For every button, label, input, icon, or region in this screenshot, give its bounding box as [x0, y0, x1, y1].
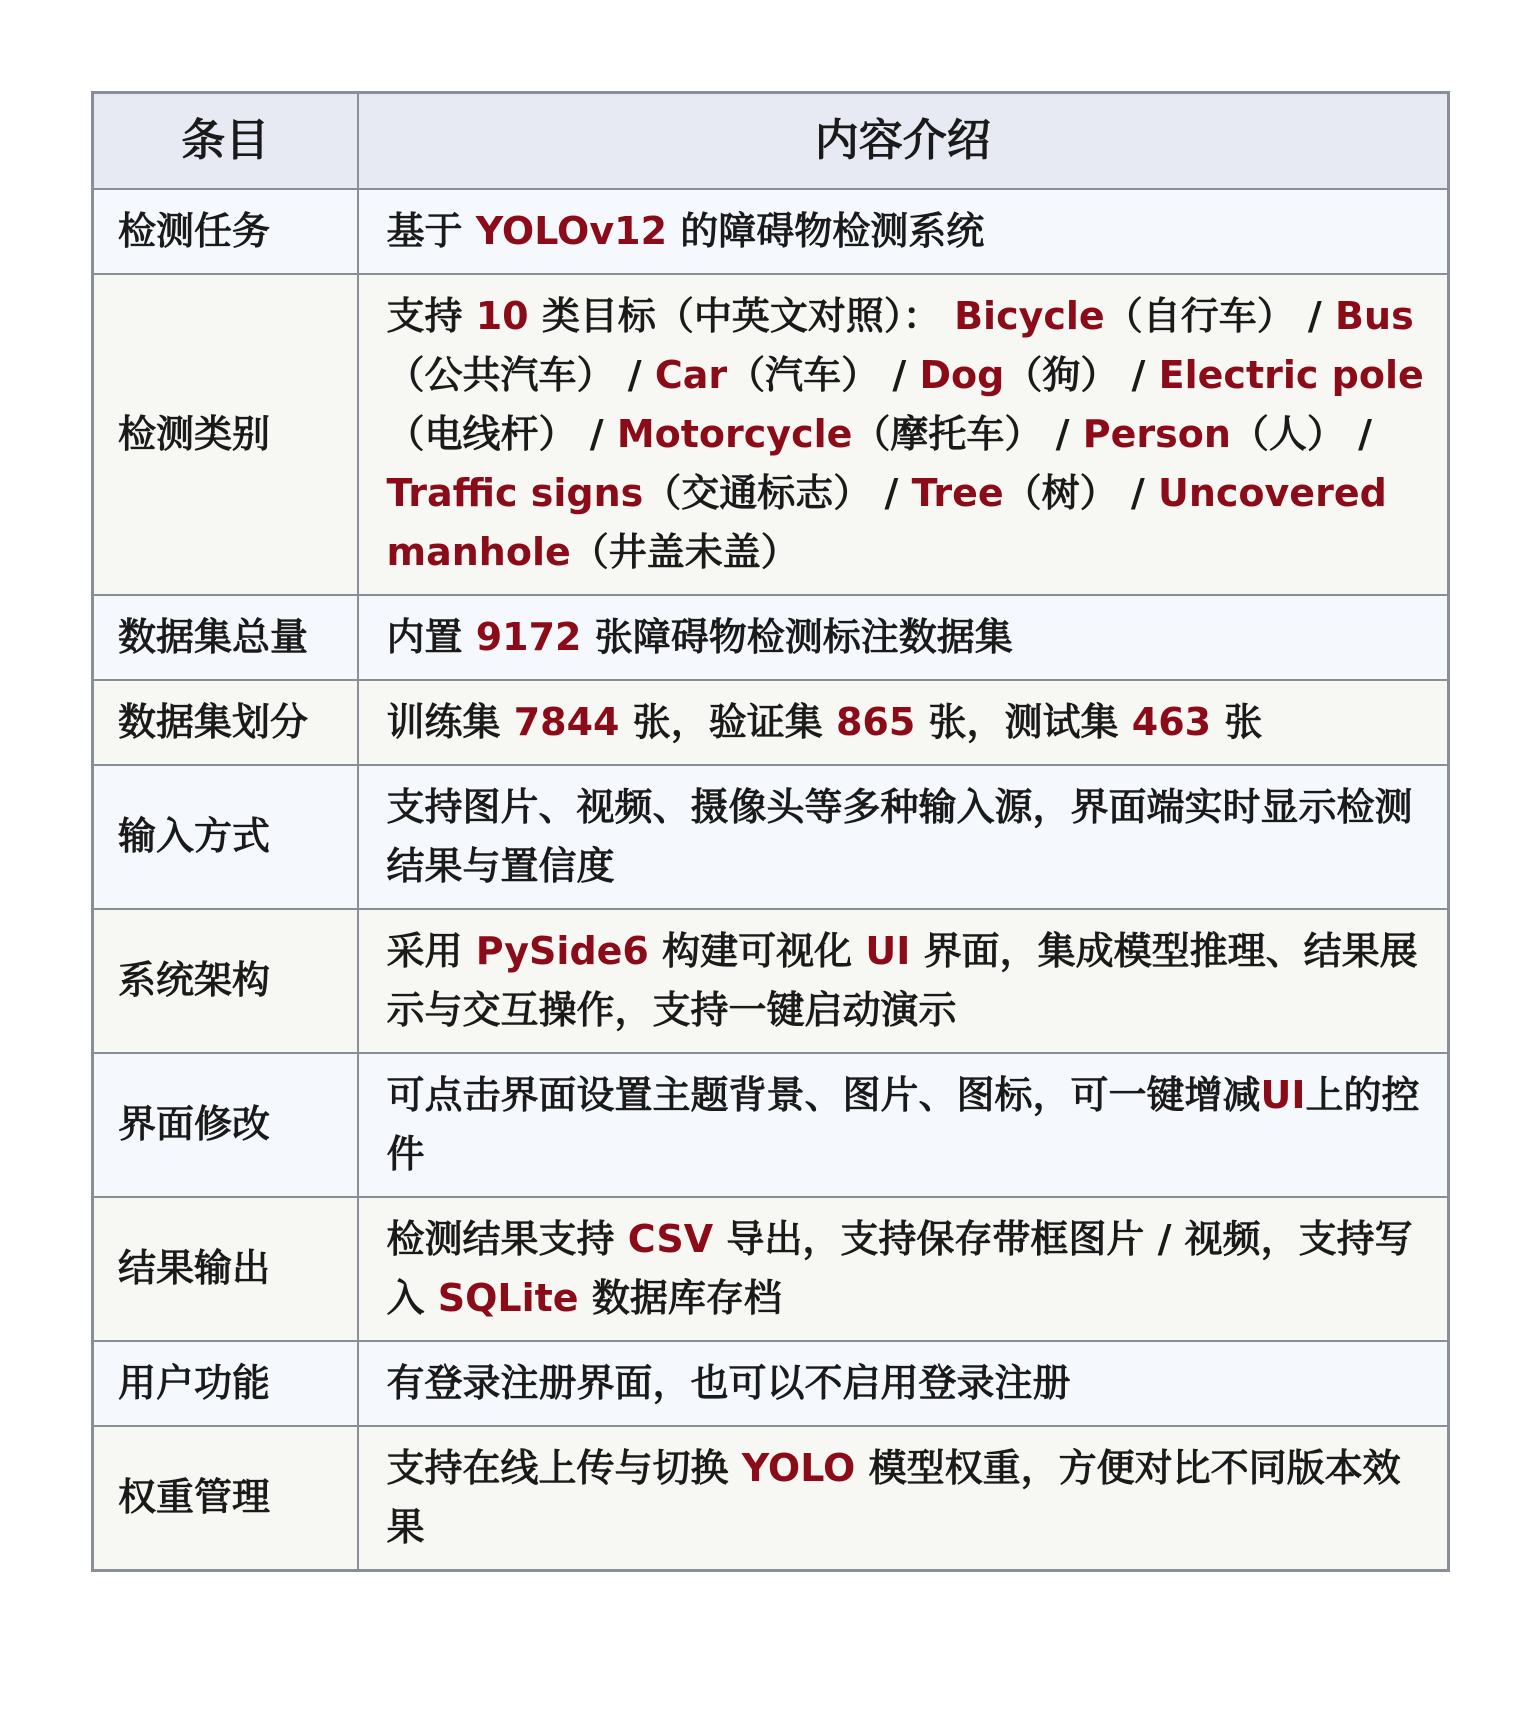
highlight-text: 865 [835, 699, 916, 744]
content-text: 检测结果支持 [386, 1216, 628, 1261]
table-row [93, 1341, 1449, 1426]
content-text: （人） / [1230, 411, 1372, 456]
content-text: （井盖未盖） [570, 529, 799, 574]
header-description: 内容介绍 [358, 93, 1449, 189]
row-content [358, 680, 1449, 765]
content-text: （摩托车） / [852, 411, 1083, 456]
header-row [93, 93, 1449, 189]
highlight-text: UI [1260, 1072, 1306, 1117]
content-text: 基于 [386, 208, 476, 253]
table-body [93, 189, 1449, 1571]
content-text: 内置 [386, 614, 476, 659]
content-text: （汽车） / [727, 352, 920, 397]
content-text: 构建可视化 [648, 928, 866, 973]
highlight-text: Motorcycle [616, 411, 853, 456]
content-text: 可点击界面设置主题背景、图片、图标，可一键增减 [386, 1072, 1261, 1117]
content-text: 有登录注册界面，也可以不启用登录注册 [386, 1360, 1071, 1405]
table-row [93, 274, 1449, 595]
highlight-text: 463 [1131, 699, 1212, 744]
row-label: 数据集总量 [93, 595, 358, 680]
row-content [358, 274, 1449, 595]
highlight-text: Electric pole [1158, 352, 1424, 397]
row-label: 数据集划分 [93, 680, 358, 765]
row-content [358, 765, 1449, 909]
row-content [358, 1053, 1449, 1197]
content-text: 数据库存档 [578, 1275, 782, 1320]
content-text: 的障碍物检测系统 [667, 208, 985, 253]
content-text: （交通标志） / [643, 470, 912, 515]
content-text: 模型权重，方便对比不同版本效果 [386, 1445, 1401, 1549]
content-text: 支持图片、视频、摄像头等多种输入源，界面端实时显示检测结果与置信度 [386, 784, 1413, 888]
content-text: 支持 [386, 293, 476, 338]
content-text: （电线杆） / [386, 411, 617, 456]
content-text: 张障碍物检测标注数据集 [581, 614, 1013, 659]
content-text: 界面，集成模型推理、结果展示与交互操作，支持一键启动演示 [386, 928, 1418, 1032]
content-text: 支持在线上传与切换 [386, 1445, 742, 1490]
highlight-text: 9172 [475, 614, 582, 659]
table-row [93, 189, 1449, 274]
table-row [93, 909, 1449, 1053]
highlight-text: YOLO [741, 1445, 856, 1490]
row-label: 检测类别 [93, 274, 358, 595]
content-text: 张，验证集 [619, 699, 836, 744]
table-row [93, 1053, 1449, 1197]
content-text: （公共汽车） / [386, 352, 655, 397]
highlight-text: PySide6 [475, 928, 649, 973]
row-label: 界面修改 [93, 1053, 358, 1197]
highlight-text: Person [1082, 411, 1231, 456]
content-text: 上的控件 [386, 1072, 1420, 1176]
highlight-text: Tree [911, 470, 1004, 515]
highlight-text: Uncovered manhole [386, 470, 1387, 574]
highlight-text: 7844 [513, 699, 620, 744]
row-label: 系统架构 [93, 909, 358, 1053]
highlight-text: SQLite [437, 1275, 579, 1320]
content-text: 导出，支持保存带框图片 / 视频，支持写入 [386, 1216, 1413, 1320]
content-text: 训练集 [386, 699, 514, 744]
row-content [358, 909, 1449, 1053]
row-label: 输入方式 [93, 765, 358, 909]
row-content [358, 1197, 1449, 1341]
highlight-text: Dog [919, 352, 1005, 397]
table-row [93, 680, 1449, 765]
content-text: 采用 [386, 928, 476, 973]
row-label: 检测任务 [93, 189, 358, 274]
content-text: 张 [1211, 699, 1263, 744]
content-text: （自行车） / [1104, 293, 1336, 338]
table-row [93, 595, 1449, 680]
highlight-text: Car [654, 352, 728, 397]
content-text: 张，测试集 [915, 699, 1132, 744]
table-row [93, 1426, 1449, 1571]
highlight-text: Bicycle [954, 293, 1105, 338]
header-item: 条目 [93, 93, 358, 189]
row-label: 用户功能 [93, 1341, 358, 1426]
row-content [358, 189, 1449, 274]
highlight-text: Traffic signs [386, 470, 644, 515]
row-content [358, 1426, 1449, 1571]
row-content [358, 595, 1449, 680]
highlight-text: 10 [475, 293, 529, 338]
table-row [93, 1197, 1449, 1341]
highlight-text: UI [865, 928, 911, 973]
row-content [358, 1341, 1449, 1426]
row-label: 结果输出 [93, 1197, 358, 1341]
table-row [93, 765, 1449, 909]
content-text: 类目标（中英文对照）： [528, 293, 955, 338]
content-text: （狗） / [1004, 352, 1159, 397]
info-table [91, 91, 1450, 1572]
content-text: （树） / [1003, 470, 1158, 515]
highlight-text: YOLOv12 [475, 208, 668, 253]
highlight-text: CSV [627, 1216, 714, 1261]
row-label: 权重管理 [93, 1426, 358, 1571]
highlight-text: Bus [1335, 293, 1414, 338]
